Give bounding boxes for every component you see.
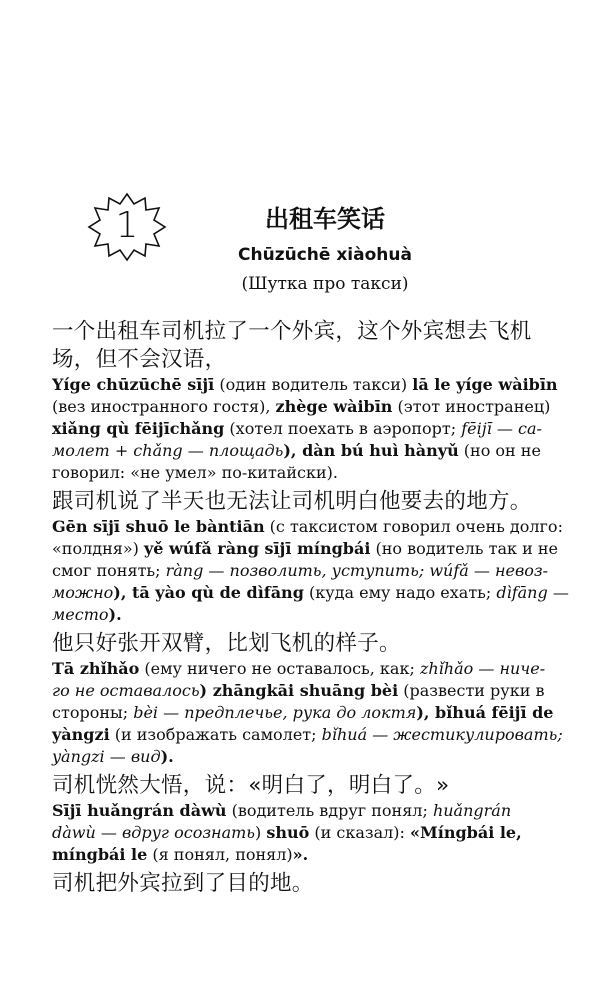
translation-text: (ему ничего не оставалось, как; (139, 659, 420, 678)
translation-text: (хотел поехать в аэропорт; (224, 419, 462, 438)
paragraph (52, 488, 569, 630)
translation-text: говорил: «не умел» по-китайски). (52, 463, 338, 482)
pinyin-text: Sījī huǎngrán dàwù (52, 801, 227, 820)
gloss-text: zhǐhǎo — ниче- (419, 659, 546, 678)
translation-text: стороны; (52, 703, 134, 722)
pinyin-text: Tā zhǐhǎo (52, 659, 140, 678)
translation-text: (этот иностранец) (392, 397, 551, 416)
gloss-text: можно (52, 583, 114, 602)
gloss-text: ràng — позволить, уступить; wúfǎ — невоз- (165, 561, 549, 580)
title-chinese: 出租车笑话 (265, 205, 385, 233)
pinyin-text: ) zhāngkāi shuāng bèi (199, 681, 399, 700)
translation-text: смог понять; (52, 561, 166, 580)
title-pinyin: Chūzūchē xiàohuà (238, 245, 412, 265)
pinyin-text: ». (292, 845, 309, 864)
paragraph (52, 772, 557, 870)
pinyin-text: ), dàn bú huì hànyǔ (283, 441, 459, 460)
translation-text: (вез иностранного гостя), (52, 397, 276, 416)
pinyin-text: Yíge chūzūchē sījī (52, 375, 215, 394)
translation-text: «полдня») (52, 539, 144, 558)
chinese-line: 场，但不会汉语， (52, 347, 227, 372)
translation-line (52, 560, 557, 582)
gloss-text: dìfāng — (496, 583, 569, 602)
translation-line (52, 702, 557, 724)
chinese-line: 司机把外宾拉到了目的地。 (52, 871, 314, 896)
translation-line (52, 724, 563, 746)
chinese-line: 司机恍然大悟，说：«明白了，明白了。» (52, 773, 450, 798)
pinyin-text: Gēn sījī shuō le bàntiān (52, 517, 265, 536)
translation-line (52, 582, 569, 604)
translation-line (52, 746, 557, 768)
gloss-text: bèi — предплечье, рука до локтя (133, 703, 417, 722)
lesson-number: 1 (115, 205, 139, 246)
pinyin-text: yě wúfǎ ràng sījī míngbái (143, 539, 371, 558)
pinyin-text: yàngzi (52, 725, 110, 744)
translation-line (52, 844, 557, 866)
pinyin-text: shuō (266, 823, 310, 842)
translation-text: (я понял, понял) (147, 845, 293, 864)
story-text (52, 318, 569, 902)
translation-text: (развести руки в (398, 681, 545, 700)
pinyin-text: zhège wàibīn (275, 397, 393, 416)
chinese-line: 他只好张开双臂，比划飞机的样子。 (52, 631, 401, 656)
gloss-text: bǐhuá — жестикулировать; (321, 725, 563, 744)
pinyin-text: xiǎng qù fēijīchǎng (52, 419, 225, 438)
lesson-number-badge (88, 192, 166, 262)
pinyin-text: lā le yíge wàibīn (412, 375, 558, 394)
translation-text: (но водитель так и не (370, 539, 558, 558)
gloss-text: fēijī — са- (461, 419, 542, 438)
gloss-text: huǎngrán (432, 801, 512, 820)
translation-line (52, 658, 557, 680)
gloss-text: yàngzi — вид (52, 747, 161, 766)
paragraph (52, 318, 557, 488)
translation-text: (куда ему надо ехать; (303, 583, 497, 602)
pinyin-text: ), tā yào qù de dìfāng (113, 583, 304, 602)
translation-text: ) (255, 823, 267, 842)
pinyin-text: ), bǐhuá fēijī de (416, 703, 554, 722)
translation-line (52, 418, 557, 440)
translation-text: (и изображать самолет; (109, 725, 322, 744)
title-russian: (Шутка про такси) (241, 274, 409, 294)
paragraph-gap (52, 898, 557, 902)
translation-text: (с таксистом говорил очень долго: (264, 517, 563, 536)
paragraph (52, 870, 557, 902)
translation-line (52, 374, 557, 396)
gloss-text: го не оставалось (52, 681, 200, 700)
translation-line (52, 462, 557, 484)
translation-line (52, 516, 563, 538)
gloss-text: молет + chǎng — площадь (52, 441, 284, 460)
translation-line (52, 440, 557, 462)
translation-text: (один водитель такси) (214, 375, 413, 394)
gloss-text: место (52, 605, 109, 624)
gloss-text: dàwù — вдруг осознать (52, 823, 256, 842)
pinyin-text: ). (160, 747, 174, 766)
translation-text: (водитель вдруг понял; (226, 801, 433, 820)
translation-text: (и сказал): (309, 823, 411, 842)
translation-line (52, 538, 557, 560)
pinyin-text: míngbái le (52, 845, 148, 864)
paragraph (52, 630, 563, 772)
translation-line (52, 822, 557, 844)
translation-line (52, 680, 557, 702)
translation-text: (но он не (458, 441, 541, 460)
translation-line (52, 396, 557, 418)
translation-line (52, 604, 557, 626)
pinyin-text: ). (108, 605, 122, 624)
translation-line (52, 800, 557, 822)
chinese-line: 一个出租车司机拉了一个外宾，这个外宾想去飞机 (52, 319, 532, 344)
chinese-line: 跟司机说了半天也无法让司机明白他要去的地方。 (52, 489, 532, 514)
pinyin-text: «Míngbái le, (410, 823, 522, 842)
